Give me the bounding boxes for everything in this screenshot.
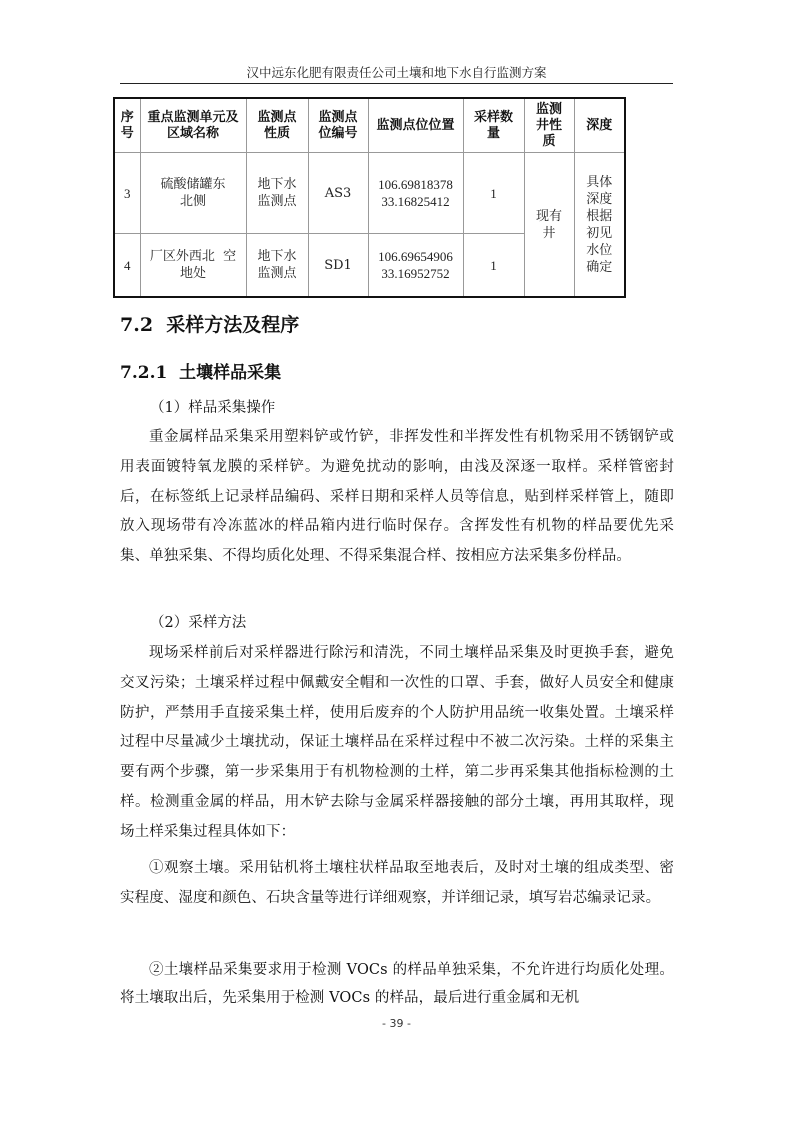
header-count: 采样数 量	[463, 98, 524, 153]
table-header-row	[114, 98, 625, 153]
cell-code: SD1	[308, 234, 368, 298]
cell-no: 4	[114, 234, 140, 298]
header-unit: 重点监测单元及 区域名称	[140, 98, 246, 153]
cell-location: 106.69818378 33.16825412	[368, 153, 463, 234]
cell-unit: 厂区外西北 空 地处	[140, 234, 246, 298]
header-code: 监测点 位编号	[308, 98, 368, 153]
header-no: 序 号	[114, 98, 140, 153]
running-header: 汉中远东化肥有限责任公司土壤和地下水自行监测方案	[246, 65, 547, 80]
cell-count: 1	[463, 234, 524, 298]
header-well-type: 监测 井性 质	[524, 98, 574, 153]
paragraph-1: 重金属样品采集采用塑料铲或竹铲，非挥发性和半挥发性有机物采用不锈钢铲或用表面镀特氧龙膜的采样铲。为避免扰动的影响，由浅及深逐一取样。采样管密封后，在标签纸上记录样品编码、采样日期和采样人员等信息，贴到样采样管上，随即放入现场带有冷冻蓝冰的样品箱内进行临时保存。含挥发性有机物的样品要优先采集、单独采集、不得均质化处理、不得采集混合样、按相应方法采集多份样品。	[120, 429, 674, 565]
header-rule	[120, 83, 673, 84]
subsection-heading: 7.2.1 土壤样品采集	[120, 363, 282, 383]
sub-heading-2: （2）采样方法	[150, 615, 247, 631]
cell-unit: 硫酸储罐东 北侧	[140, 153, 246, 234]
header-location: 监测点位位置	[368, 98, 463, 153]
table-row	[114, 153, 625, 234]
cell-nature: 地下水 监测点	[246, 153, 308, 234]
cell-code: AS3	[308, 153, 368, 234]
paragraph-2: 现场采样前后对采样器进行除污和清洗，不同土壤样品采集及时更换手套，避免交叉污染；土壤采样过程中佩戴安全帽和一次性的口罩、手套，做好人员安全和健康防护，严禁用手直接采集土样，使用后废弃的个人防护用品统一收集处置。土壤采样过程中尽量减少土壤扰动，保证土壤样品在采样过程中不被二次污染。土样的采集主要有两个步骤，第一步采集用于有机物检测的土样，第二步再采集其他指标检测的土样。检测重金属的样品，用木铲去除与金属采样器接触的部分土壤，再用其取样，现场土样采集过程具体如下：	[120, 645, 674, 840]
cell-depth: 具体 深度 根据 初见 水位 确定	[574, 153, 625, 298]
paragraph-3: ①观察土壤。采用钻机将土壤柱状样品取至地表后，及时对土壤的组成类型、密实程度、湿度和颜色、石块含量等进行详细观察，并详细记录，填写岩芯编录记录。	[120, 860, 674, 906]
monitoring-points-table	[113, 97, 626, 298]
header-depth: 深度	[574, 98, 625, 153]
cell-location: 106.69654906 33.16952752	[368, 234, 463, 298]
cell-count: 1	[463, 153, 524, 234]
sub-heading-1: （1）样品采集操作	[150, 400, 276, 416]
page-number: - 39 -	[382, 1017, 411, 1030]
section-heading: 7.2 采样方法及程序	[120, 314, 300, 336]
header-nature: 监测点 性质	[246, 98, 308, 153]
cell-well-type: 现有 井	[524, 153, 574, 298]
cell-nature: 地下水 监测点	[246, 234, 308, 298]
cell-no: 3	[114, 153, 140, 234]
paragraph-4: ②土壤样品采集要求用于检测 VOCs 的样品单独采集，不允许进行均质化处理。将土壤取出后，先采集用于检测 VOCs 的样品，最后进行重金属和无机	[120, 962, 674, 1006]
